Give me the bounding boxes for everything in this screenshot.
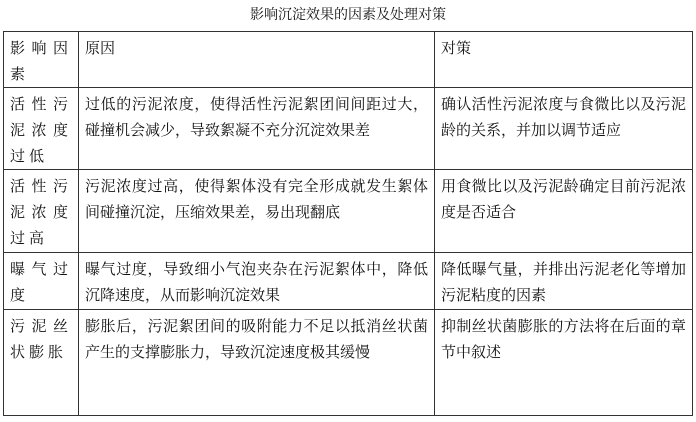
reason-cell: 过低的污泥浓度，使得活性污泥絮团间间距过大，碰撞机会减少，导致絮凝不充分沉淀效果差	[79, 88, 435, 170]
factor-cell: 活性污泥浓度过高	[4, 170, 79, 253]
factor-cell: 曝气过度	[4, 253, 79, 310]
measure-cell: 降低曝气量，并排出污泥老化等增加污泥粘度的因素	[435, 253, 693, 310]
table-caption: 影响沉淀效果的因素及处理对策	[250, 7, 446, 23]
table-row	[4, 253, 693, 310]
reason-cell: 膨胀后，污泥絮团间的吸附能力不足以抵消丝状菌产生的支撑膨胀力，导致沉淀速度极其缓慢	[79, 310, 435, 416]
header-factor: 影响因素	[4, 32, 79, 88]
measure-cell: 抑制丝状菌膨胀的方法将在后面的章节中叙述	[435, 310, 693, 416]
header-row	[4, 32, 693, 88]
measure-cell: 用食微比以及污泥龄确定目前污泥浓度是否适合	[435, 170, 693, 253]
header-measure: 对策	[435, 32, 693, 88]
factor-cell: 污泥丝状膨胀	[4, 310, 79, 416]
factors-table	[3, 31, 693, 416]
measure-cell: 确认活性污泥浓度与食微比以及污泥龄的关系，并加以调节适应	[435, 88, 693, 170]
factor-cell: 活性污泥浓度过低	[4, 88, 79, 170]
reason-cell: 曝气过度，导致细小气泡夹杂在污泥絮体中，降低沉降速度，从而影响沉淀效果	[79, 253, 435, 310]
table-row	[4, 170, 693, 253]
table-row	[4, 88, 693, 170]
table-row	[4, 310, 693, 416]
reason-cell: 污泥浓度过高，使得絮体没有完全形成就发生絮体间碰撞沉淀，压缩效果差，易出现翻底	[79, 170, 435, 253]
header-reason: 原因	[79, 32, 435, 88]
